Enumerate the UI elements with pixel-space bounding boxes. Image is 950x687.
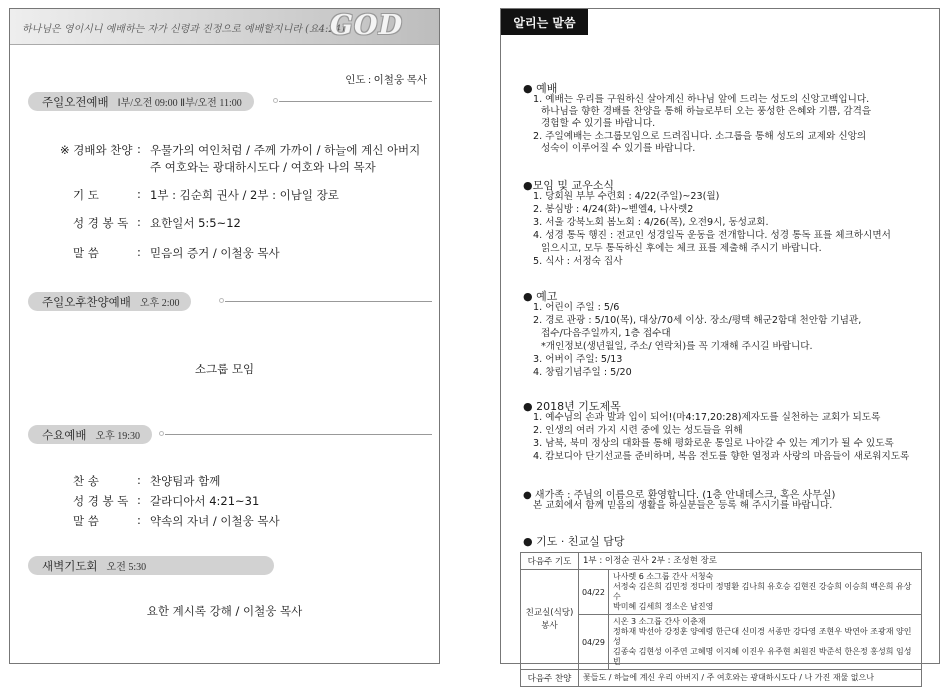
separator: : (137, 187, 141, 201)
table-row (521, 615, 922, 670)
dawn-service-time: 오전 5:30 (106, 562, 147, 573)
team-line: 시온 3 소그룹 간사 이춘재 (613, 617, 706, 626)
upcoming-line: 접수/다음주일까지, 1층 접수대 (541, 328, 671, 339)
separator: : (137, 493, 141, 507)
morning-service-pill (28, 92, 254, 111)
wed-scripture-value: 갈라디아서 4:21~31 (150, 494, 260, 508)
fellowship-date: 04/29 (579, 615, 609, 670)
header-dot (159, 431, 164, 436)
meetings-line: 3. 서울 강북노회 봄노회 : 4/26(목), 오전9시, 동성교회. (533, 217, 769, 228)
banner-scripture-text: 하나님은 영이시니 예배하는 자가 신령과 진정으로 예배할지니라 (요4:24) (22, 24, 345, 35)
sermon-value: 믿음의 증거 / 이철웅 목사 (150, 246, 280, 260)
dawn-service-pill (28, 556, 274, 575)
meetings-line: 5. 식사 : 서정숙 집사 (533, 256, 623, 267)
prayer-topic-line: 3. 남북, 북미 정상의 대화를 통해 평화로운 통일로 나아갈 수 있는 계기가 될 수 있도록 (533, 438, 894, 449)
dawn-service-name: 새벽기도회 (42, 560, 98, 573)
meetings-line: 1. 당회원 부부 수련회 : 4/22(주일)~23(월) (533, 191, 720, 202)
upcoming-line: 3. 어버이 주일: 5/13 (533, 354, 623, 365)
afternoon-service-time: 오후 2:00 (139, 298, 180, 309)
wed-scripture-label: 성 경 봉 독 (73, 494, 129, 508)
separator: : (137, 215, 141, 229)
worship-line: 2. 주일예배는 소그룹모임으로 드려집니다. 소그룹을 통해 성도의 교제와 신앙의 (533, 131, 867, 142)
fellowship-label: 친교실(식당) 봉사 (521, 570, 579, 670)
scripture-value: 요한일서 5:5~12 (150, 216, 241, 230)
meetings-line: 4. 성경 통독 행진 : 전교인 성경일독 운동을 전개합니다. 성경 통독 표를 체크하시면서 (533, 230, 891, 241)
prayer-value: 1부 : 김순희 권사 / 2부 : 이남일 장로 (150, 188, 339, 202)
separator: : (137, 245, 141, 259)
fellowship-team (609, 615, 922, 670)
header-dot (219, 298, 224, 303)
upcoming-line: 4. 창립기념주일 : 5/20 (533, 367, 632, 378)
hymn-label: ※ 경배와 찬양 (60, 143, 133, 157)
worship-order-page (9, 8, 440, 664)
praise-label: 찬 송 (73, 474, 99, 488)
table-row (521, 553, 922, 570)
hymn-value-1: 우물가의 여인처럼 / 주께 가까이 / 하늘에 계신 아버지 (150, 143, 421, 157)
header-line (279, 101, 432, 102)
newcomers-title: ● 새가족 : 주님의 이름으로 환영합니다. (1층 안내데스크, 혹은 사무실) (523, 490, 836, 501)
separator: : (137, 142, 141, 156)
separator: : (137, 473, 141, 487)
morning-service-name: 주일오전예배 (42, 96, 109, 109)
announcements-page (500, 8, 940, 684)
afternoon-service-name: 주일오후찬양예배 (42, 296, 131, 309)
newcomers-line: 본 교회에서 함께 믿음의 생활을 하실분들은 등록 해 주시기를 바랍니다. (533, 500, 833, 511)
prayer-topic-line: 4. 캄보디아 단기선교를 준비하며, 복음 전도를 향한 열정과 사랑의 마음들이 새로워지도록 (533, 451, 910, 462)
announcements-tab: 알리는 말씀 (501, 9, 588, 35)
worship-title: ● 예배 (523, 82, 558, 95)
header-line (165, 434, 432, 435)
praise-value: 찬양팀과 함께 (150, 474, 221, 488)
table-row (521, 670, 922, 687)
next-praise-label: 다음주 찬양 (521, 670, 579, 687)
team-line: 나사렛 6 소그룹 간사 서청숙 (613, 572, 714, 581)
afternoon-service-header (28, 292, 432, 311)
worship-line: 1. 예배는 우리를 구원하신 살아계신 하나님 앞에 드리는 성도의 신앙고백입니다. (533, 94, 870, 105)
dawn-content: 요한 계시록 강해 / 이철웅 목사 (146, 604, 303, 618)
worship-line: 경험할 수 있기를 바랍니다. (541, 118, 656, 129)
upcoming-title: ● 예고 (523, 290, 558, 303)
wed-sermon-label: 말 씀 (73, 514, 99, 528)
hymn-value-2: 주 여호와는 광대하시도다 / 여호와 나의 목자 (150, 160, 376, 174)
upcoming-line: 2. 경로 관광 : 5/10(목), 대상/70세 이상. 장소/평택 해군2함대 천안함 기념관, (533, 315, 862, 326)
header-line (225, 301, 432, 302)
fellowship-team (609, 570, 922, 615)
wednesday-service-name: 수요예배 (42, 429, 87, 442)
next-prayer-value: 1부 : 이정순 권사 2부 : 조성현 장로 (579, 553, 922, 570)
scripture-label: 성 경 봉 독 (73, 216, 129, 230)
afternoon-content: 소그룹 모임 (194, 362, 255, 376)
god-logo: GOD (330, 10, 403, 41)
worship-line: 성숙이 이루어질 수 있기를 바랍니다. (541, 143, 696, 154)
sermon-label: 말 씀 (73, 246, 99, 260)
fellowship-date: 04/22 (579, 570, 609, 615)
wed-sermon-value: 약속의 자녀 / 이철웅 목사 (150, 514, 280, 528)
morning-service-header (28, 92, 432, 111)
header-dot (273, 98, 278, 103)
meetings-line: 2. 봉심방 : 4/24(화)~벧엘4, 나사렛2 (533, 204, 694, 215)
wednesday-service-time: 오후 19:30 (95, 431, 141, 442)
next-prayer-label: 다음주 기도 (521, 553, 579, 570)
prayer-label: 기 도 (73, 188, 99, 202)
morning-service-time: Ⅰ부/오전 09:00 Ⅱ부/오전 11:00 (117, 98, 242, 109)
duty-title: ● 기도 · 친교실 담당 (523, 535, 625, 548)
team-line: 서정숙 김은희 김민정 정다미 정명환 김나희 유호승 김현진 강승희 이승희 백은희 유상수 (613, 582, 912, 601)
dawn-service-header (28, 556, 432, 575)
prayer-topic-line: 2. 인생의 여러 가지 시련 중에 있는 성도들을 위해 (533, 425, 743, 436)
leader-text: 인도 : 이철웅 목사 (345, 75, 427, 86)
table-row (521, 570, 922, 615)
prayer-topic-line: 1. 예수님의 손과 발과 입이 되어!(마4:17,20:28)제자도를 실천하는 교회가 되도록 (533, 412, 881, 423)
upcoming-line: *개인정보(생년월일, 주소/ 연락처)를 꼭 기재해 주시길 바랍니다. (541, 341, 813, 352)
wednesday-service-header (28, 425, 432, 444)
upcoming-line: 1. 어린이 주일 : 5/6 (533, 302, 620, 313)
separator: : (137, 513, 141, 527)
prayer-topics-title: ● 2018년 기도제목 (523, 400, 621, 413)
team-line: 김종숙 김현성 이주연 고혜명 이지혜 이진우 유주현 최원진 박준석 한은정 홍성희 임성빈 (613, 647, 912, 666)
meetings-line: 읽으시고, 모두 통독하신 후에는 체크 표를 제출해 주시기 바랍니다. (541, 243, 822, 254)
scripture-banner (10, 9, 439, 45)
team-line: 박미혜 김세희 정소은 남진영 (613, 602, 714, 611)
worship-line: 하나님을 향한 경배를 찬양을 통해 하늘로부터 오는 풍성한 은혜와 기쁨, 감격을 (541, 106, 872, 117)
duty-table (520, 552, 922, 687)
next-praise-value: 꽃들도 / 하늘에 계신 우리 아버지 / 주 여호와는 광대하시도다 / 나 가진 재물 없으나 (579, 670, 922, 687)
team-line: 정하재 박선아 강정훈 양예령 한근대 신미경 서종만 강다영 조현우 박연아 조광재 양인성 (613, 627, 912, 646)
meetings-title: ●모임 및 교우소식 (523, 179, 614, 192)
wednesday-service-pill (28, 425, 152, 444)
afternoon-service-pill (28, 292, 191, 311)
